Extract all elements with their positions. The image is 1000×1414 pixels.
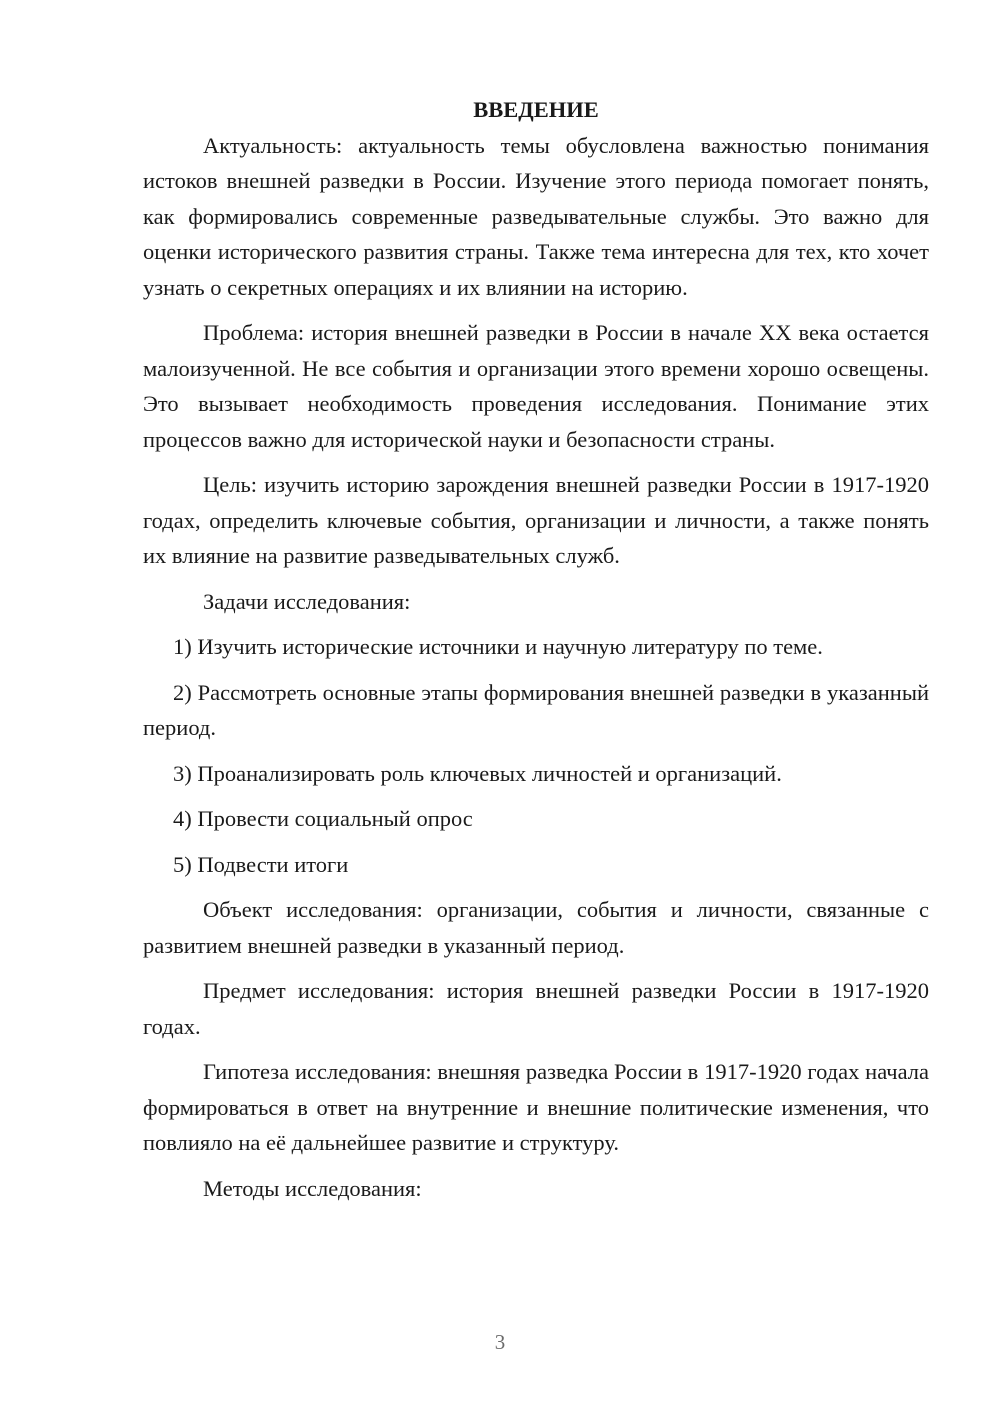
paragraph-object: Объект исследования: организации, события и личности, связанные с развитием внешней разведки в указанный период.	[143, 897, 929, 958]
paragraph-hypothesis: Гипотеза исследования: внешняя разведка России в 1917-1920 годах начала формироваться в ответ на внутренние и внешние политические изменения, что повлияло на её дальнейшее развитие и структуру.	[143, 1059, 929, 1155]
section-title: ВВЕДЕНИЕ	[473, 97, 599, 122]
task-item-4: 4) Провести социальный опрос	[173, 806, 473, 831]
paragraph-relevance: Актуальность: актуальность темы обусловлена важностью понимания истоков внешней разведки в России. Изучение этого периода помогает понять, как формировались современные разведывательные службы. Это важно для оценки исторического развития страны. Также тема интересна для тех, кто хочет узнать о секретных операциях и их влиянии на историю.	[143, 132, 929, 300]
task-item-1: 1) Изучить исторические источники и научную литературу по теме.	[173, 634, 823, 659]
task-item-5: 5) Подвести итоги	[173, 851, 349, 877]
paragraph-problem: Проблема: история внешней разведки в России в начале XX века остается малоизученной. Не все события и организации этого времени хорошо освещены. Это вызывает необходимость проведения исследования. Понимание этих процессов важно для исторической науки и безопасности страны.	[143, 320, 929, 452]
paragraph-goal: Цель: изучить историю зарождения внешней разведки России в 1917-1920 годах, определить ключевые события, организации и личности, а также понять их влияние на развитие разведывательных служб.	[143, 472, 929, 568]
task-item-2: 2) Рассмотреть основные этапы формирования внешней разведки в указанный период.	[143, 679, 929, 740]
task-item-3: 3) Проанализировать роль ключевых личностей и организаций.	[173, 760, 782, 786]
paragraph-tasks-heading: Задачи исследования:	[203, 588, 411, 614]
paragraph-methods: Методы исследования:	[203, 1175, 422, 1201]
page-number: 3	[494, 1330, 506, 1354]
paragraph-subject: Предмет исследования: история внешней разведки России в 1917-1920 годах.	[143, 978, 929, 1039]
document-page	[143, 92, 929, 1216]
